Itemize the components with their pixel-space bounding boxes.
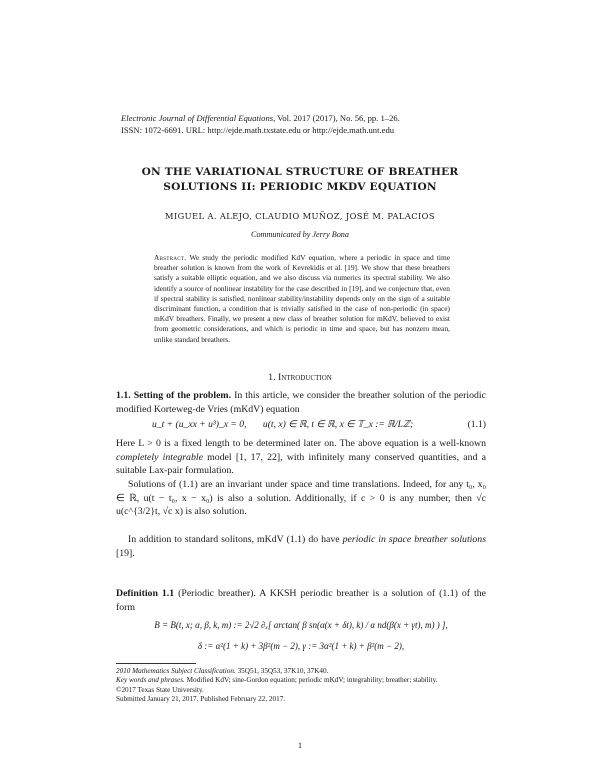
equation-rhs: u(t, x) ∈ ℝ, t ∈ ℝ, x ∈ 𝕋_x := ℝ/Lℤ; [262,419,414,430]
solitons-text-1: In addition to standard solitons, mKdV (1.1) do have [128,534,343,545]
equation-1-1 [116,419,486,430]
definition-name: (Periodic breather). [178,588,256,599]
definition-label: Definition 1.1 [116,588,175,599]
submission-dates: Submitted January 21, 2017. Published February 22, 2017. [116,695,286,704]
msc-label: 2010 Mathematics Subject Classification. [116,667,236,675]
journal-name: Electronic Journal of Differential Equations [121,113,274,123]
section-number: 1. [268,372,276,383]
abstract-text: We study the periodic modified KdV equation, where a periodic in space and time breather solution is known from the work of Kevrekidis et al. [19]. We show that these breathers satisfy a suitable elliptic equation, and we also discuss via numerics its spectral stability. We also identify a source of nonlinear instability for the case described in [19], and we conjecture that, even if spectral stability is satisfied, nonlinear stability/instability depends only on the sign of a suitable discriminant function, a condition that is trivially satisfied in the case of non-periodic (in space) mKdV breathers. Finally, we present a new class of breather solution for mKdV, believed to exist from geometric considerations, and which is periodic in time and space, but has nonzero mean, unlike standard breathers. [154,253,450,344]
journal-header [121,112,481,136]
abstract [154,253,450,345]
authors: MIGUEL A. ALEJO, CLAUDIO MUÑOZ, JOSÉ M. PALACIOS [165,211,435,221]
paper-title [80,165,520,195]
copyright: ©2017 Texas State University. [116,685,204,694]
para-italic: completely integrable [116,451,203,463]
msc-codes: 35Q51, 35Q53, 37K10, 37K40. [237,667,329,675]
footnote-rule [116,663,196,664]
subsection-heading: 1.1. Setting of the problem. [116,390,232,401]
section-title: Introduction [277,372,332,383]
abstract-label: Abstract. [154,253,187,262]
paragraph-solitons [116,533,486,560]
title-line-1: ON THE VARIATIONAL STRUCTURE OF BREATHER [141,166,459,178]
equation-breather: B = B(t, x; α, β, k, m) := 2√2 ∂ₓ[ arctan( β sn(α(x + δt), k) / α nd(β(x + γt), m) ) ], [154,620,448,630]
definition-1-1 [116,587,486,614]
equation-delta-gamma: δ := α²(1 + k) + 3β²(m − 2), γ := 3α²(1 + k) + β²(m − 2), [197,641,405,651]
equation-lhs: u_t + (u_xx + u³)_x = 0, [152,419,247,430]
paragraph-after-equation [116,437,486,478]
page-number: 1 [297,740,303,750]
section-heading [80,372,520,383]
footnotes [116,667,486,705]
para-text-2: model [1, 17, 22], with infinitely many conserved quantities, and a suitable Lax-pair formulation. [116,451,486,477]
title-line-2: SOLUTIONS II: PERIODIC MKDV EQUATION [163,181,437,193]
definition-text: A KKSH periodic breather is a solution of (1.1) of the form [116,588,486,613]
equation-number: (1.1) [467,419,486,430]
journal-citation: , Vol. 2017 (2017), No. 56, pp. 1–26. [273,113,400,123]
keywords: Modified KdV; sine-Gordon equation; periodic mKdV; integrability; breather; stability. [186,676,438,685]
communicated-by: Communicated by Jerry Bona [251,230,349,239]
para-text-1: Here L > 0 is a fixed length to be determined later on. The above equation is a well-known [116,438,486,449]
subsection-paragraph [116,389,486,416]
issn-line: ISSN: 1072-6691. URL: http://ejde.math.txstate.edu or http://ejde.math.unt.edu [121,125,395,135]
paragraph-solutions: Solutions of (1.1) are an invariant under space and time translations. Indeed, for any t₀, x₀ ∈ ℝ, u(t − t₀, x − x₀) is also a solution. Additionally, if c > 0 is any number, then √c u(c^{3/2}t, √c x) is also solution. [116,479,486,518]
solitons-text-2: [19]. [116,547,135,559]
subsection-text: In this article, we consider the breather solution of the periodic modified Korteweg-de Vries (mKdV) equation [116,390,486,415]
solitons-italic: periodic in space breather solutions [342,534,487,545]
keywords-label: Key words and phrases. [116,676,185,685]
